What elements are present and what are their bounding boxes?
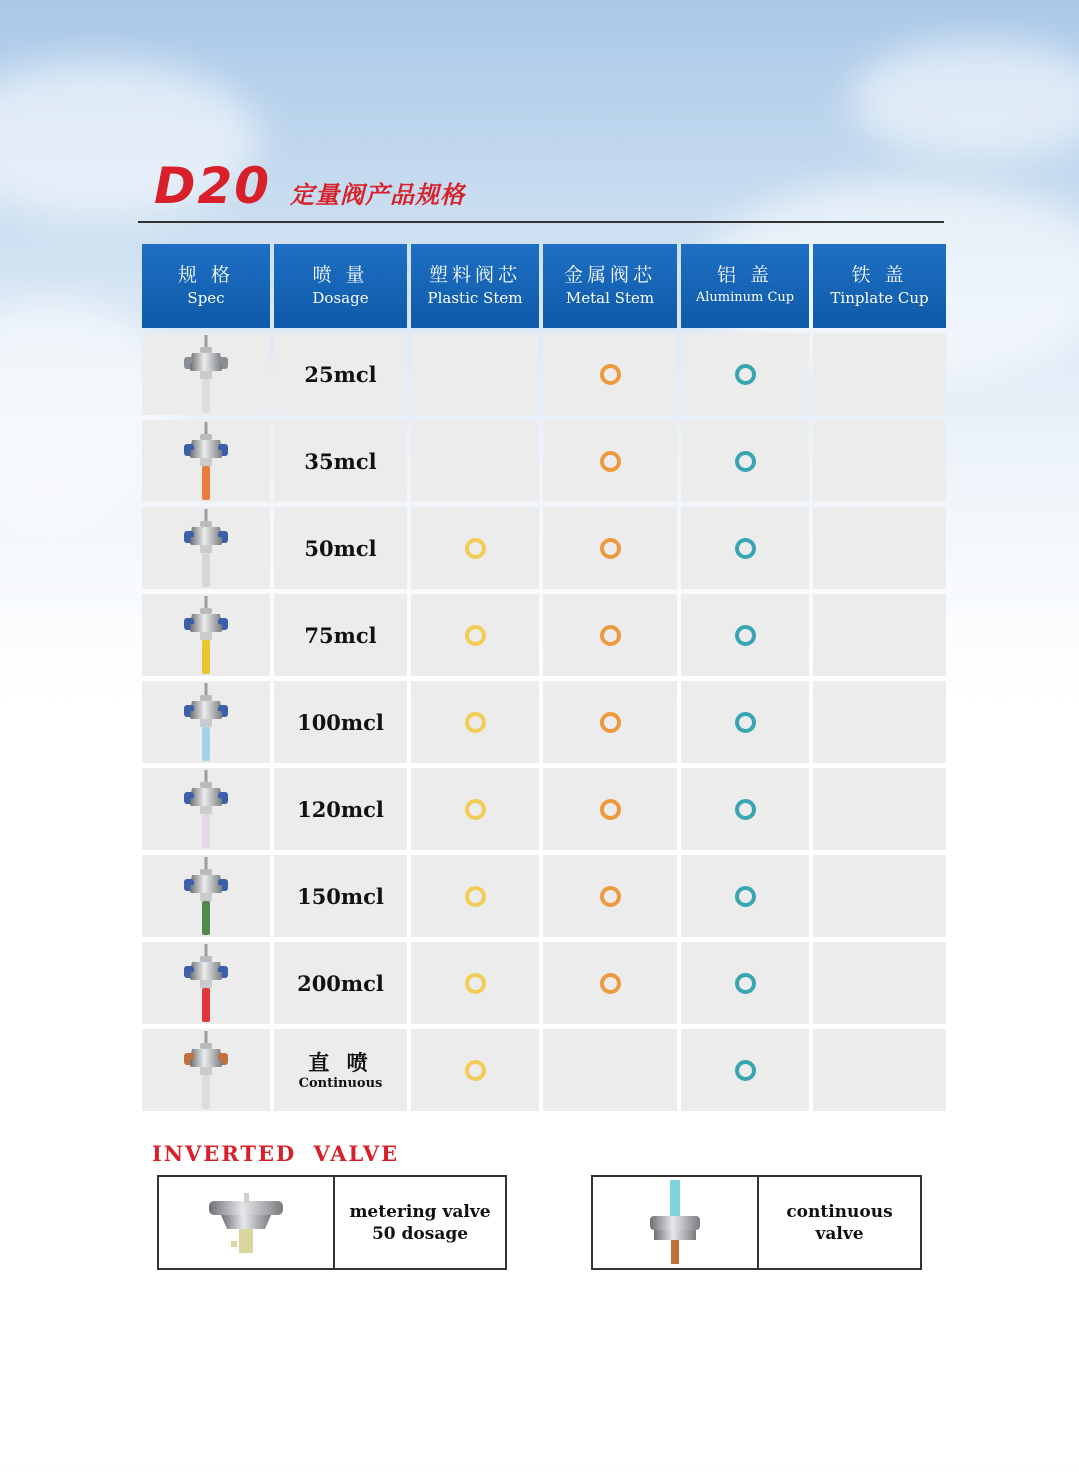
page-header	[138, 155, 944, 223]
tinplate-cup-cell	[813, 333, 946, 415]
metal-stem-cell	[543, 420, 677, 502]
valve-description-line: continuous	[786, 1201, 893, 1222]
dosage-label: 100mcl	[297, 709, 384, 735]
plastic-stem-cell	[411, 855, 539, 937]
available-marker-icon	[735, 1060, 756, 1081]
metal-stem-cell	[543, 507, 677, 589]
aerosol-valve-icon	[176, 333, 236, 415]
column-header-cn: 铁 盖	[851, 264, 908, 286]
aerosol-valve-icon	[176, 507, 236, 589]
tinplate-cup-cell	[813, 681, 946, 763]
aluminum-cup-cell	[681, 1029, 809, 1111]
available-marker-icon	[735, 451, 756, 472]
valve-image-cell	[593, 1177, 759, 1268]
aluminum-cup-cell	[681, 855, 809, 937]
available-marker-icon	[735, 712, 756, 733]
available-marker-icon	[735, 538, 756, 559]
inverted-valve-title: INVERTED VALVE	[152, 1141, 400, 1166]
valve-spec-cell	[142, 1029, 270, 1111]
page-title: D20	[154, 157, 272, 215]
plastic-stem-cell	[411, 507, 539, 589]
available-marker-icon	[465, 625, 486, 646]
column-header-metal-stem	[543, 244, 677, 328]
metering-valve-icon	[201, 1185, 291, 1261]
aluminum-cup-cell	[681, 420, 809, 502]
metal-stem-cell	[543, 768, 677, 850]
available-marker-icon	[600, 538, 621, 559]
dosage-label-cn: 直 喷	[308, 1049, 373, 1075]
available-marker-icon	[735, 364, 756, 385]
tinplate-cup-cell	[813, 768, 946, 850]
dosage-cell	[274, 681, 407, 763]
available-marker-icon	[465, 799, 486, 820]
valve-description-line: metering valve	[349, 1201, 491, 1222]
dosage-cell	[274, 768, 407, 850]
plastic-stem-cell	[411, 333, 539, 415]
available-marker-icon	[600, 625, 621, 646]
valve-description	[759, 1177, 920, 1268]
dosage-cell	[274, 594, 407, 676]
aluminum-cup-cell	[681, 942, 809, 1024]
dosage-label: 200mcl	[297, 970, 384, 996]
dosage-label: 120mcl	[297, 796, 384, 822]
aerosol-valve-icon	[176, 681, 236, 763]
dosage-label: Continuous	[298, 1075, 383, 1091]
column-header-cn: 铝 盖	[716, 264, 774, 286]
valve-description-line: valve	[815, 1223, 864, 1244]
available-marker-icon	[465, 538, 486, 559]
dosage-cell	[274, 1029, 407, 1111]
column-header-tinplate-cup	[813, 244, 946, 328]
dosage-cell	[274, 507, 407, 589]
available-marker-icon	[465, 712, 486, 733]
tinplate-cup-cell	[813, 855, 946, 937]
column-header-en: Aluminum Cup	[695, 290, 795, 305]
plastic-stem-cell	[411, 768, 539, 850]
dosage-cell	[274, 942, 407, 1024]
tinplate-cup-cell	[813, 594, 946, 676]
dosage-cell	[274, 333, 407, 415]
valve-description	[335, 1177, 505, 1268]
dosage-label: 35mcl	[304, 448, 377, 474]
available-marker-icon	[600, 712, 621, 733]
plastic-stem-cell	[411, 420, 539, 502]
column-header-en: Tinplate Cup	[830, 289, 929, 307]
metal-stem-cell	[543, 1029, 677, 1111]
available-marker-icon	[735, 973, 756, 994]
column-header-cn: 塑料阀芯	[428, 264, 521, 286]
column-header-aluminum-cup	[681, 244, 809, 328]
plastic-stem-cell	[411, 594, 539, 676]
valve-spec-cell	[142, 681, 270, 763]
inverted-valve-card-metering	[157, 1175, 507, 1270]
continuous-valve-icon	[640, 1178, 710, 1268]
plastic-stem-cell	[411, 1029, 539, 1111]
metal-stem-cell	[543, 594, 677, 676]
column-header-cn: 喷 量	[312, 264, 369, 286]
available-marker-icon	[600, 886, 621, 907]
plastic-stem-cell	[411, 681, 539, 763]
inverted-valve-card-continuous	[591, 1175, 922, 1270]
dosage-cell	[274, 855, 407, 937]
column-header-cn: 规 格	[177, 264, 235, 286]
metal-stem-cell	[543, 681, 677, 763]
aluminum-cup-cell	[681, 594, 809, 676]
plastic-stem-cell	[411, 942, 539, 1024]
valve-spec-cell	[142, 768, 270, 850]
column-header-plastic-stem	[411, 244, 539, 328]
valve-spec-cell	[142, 420, 270, 502]
valve-spec-cell	[142, 333, 270, 415]
metal-stem-cell	[543, 942, 677, 1024]
spec-table	[142, 244, 946, 1111]
cloud-decoration	[850, 40, 1079, 160]
aerosol-valve-icon	[176, 594, 236, 676]
available-marker-icon	[465, 973, 486, 994]
valve-spec-cell	[142, 942, 270, 1024]
dosage-label: 75mcl	[304, 622, 377, 648]
dosage-label: 150mcl	[297, 883, 384, 909]
aerosol-valve-icon	[176, 855, 236, 937]
dosage-label: 25mcl	[304, 361, 377, 387]
column-header-en: Spec	[187, 289, 225, 307]
aerosol-valve-icon	[176, 420, 236, 502]
available-marker-icon	[735, 625, 756, 646]
valve-description-line: 50 dosage	[371, 1223, 469, 1244]
available-marker-icon	[600, 799, 621, 820]
available-marker-icon	[600, 364, 621, 385]
column-header-spec	[142, 244, 270, 328]
column-header-en: Dosage	[312, 289, 369, 307]
aerosol-valve-icon	[176, 1029, 236, 1111]
dosage-cell	[274, 420, 407, 502]
metal-stem-cell	[543, 855, 677, 937]
dosage-label: 50mcl	[304, 535, 377, 561]
available-marker-icon	[465, 1060, 486, 1081]
available-marker-icon	[600, 973, 621, 994]
column-header-dosage	[274, 244, 407, 328]
tinplate-cup-cell	[813, 420, 946, 502]
column-header-en: Metal Stem	[565, 289, 655, 307]
metal-stem-cell	[543, 333, 677, 415]
available-marker-icon	[465, 886, 486, 907]
column-header-cn: 金属阀芯	[563, 264, 656, 286]
column-header-en: Plastic Stem	[427, 289, 523, 307]
available-marker-icon	[600, 451, 621, 472]
valve-spec-cell	[142, 594, 270, 676]
tinplate-cup-cell	[813, 942, 946, 1024]
aluminum-cup-cell	[681, 333, 809, 415]
available-marker-icon	[735, 886, 756, 907]
aerosol-valve-icon	[176, 768, 236, 850]
valve-image-cell	[159, 1177, 335, 1268]
tinplate-cup-cell	[813, 507, 946, 589]
aluminum-cup-cell	[681, 681, 809, 763]
page-subtitle: 定量阀产品规格	[290, 181, 465, 209]
aluminum-cup-cell	[681, 768, 809, 850]
aerosol-valve-icon	[176, 942, 236, 1024]
valve-spec-cell	[142, 855, 270, 937]
tinplate-cup-cell	[813, 1029, 946, 1111]
aluminum-cup-cell	[681, 507, 809, 589]
valve-spec-cell	[142, 507, 270, 589]
available-marker-icon	[735, 799, 756, 820]
